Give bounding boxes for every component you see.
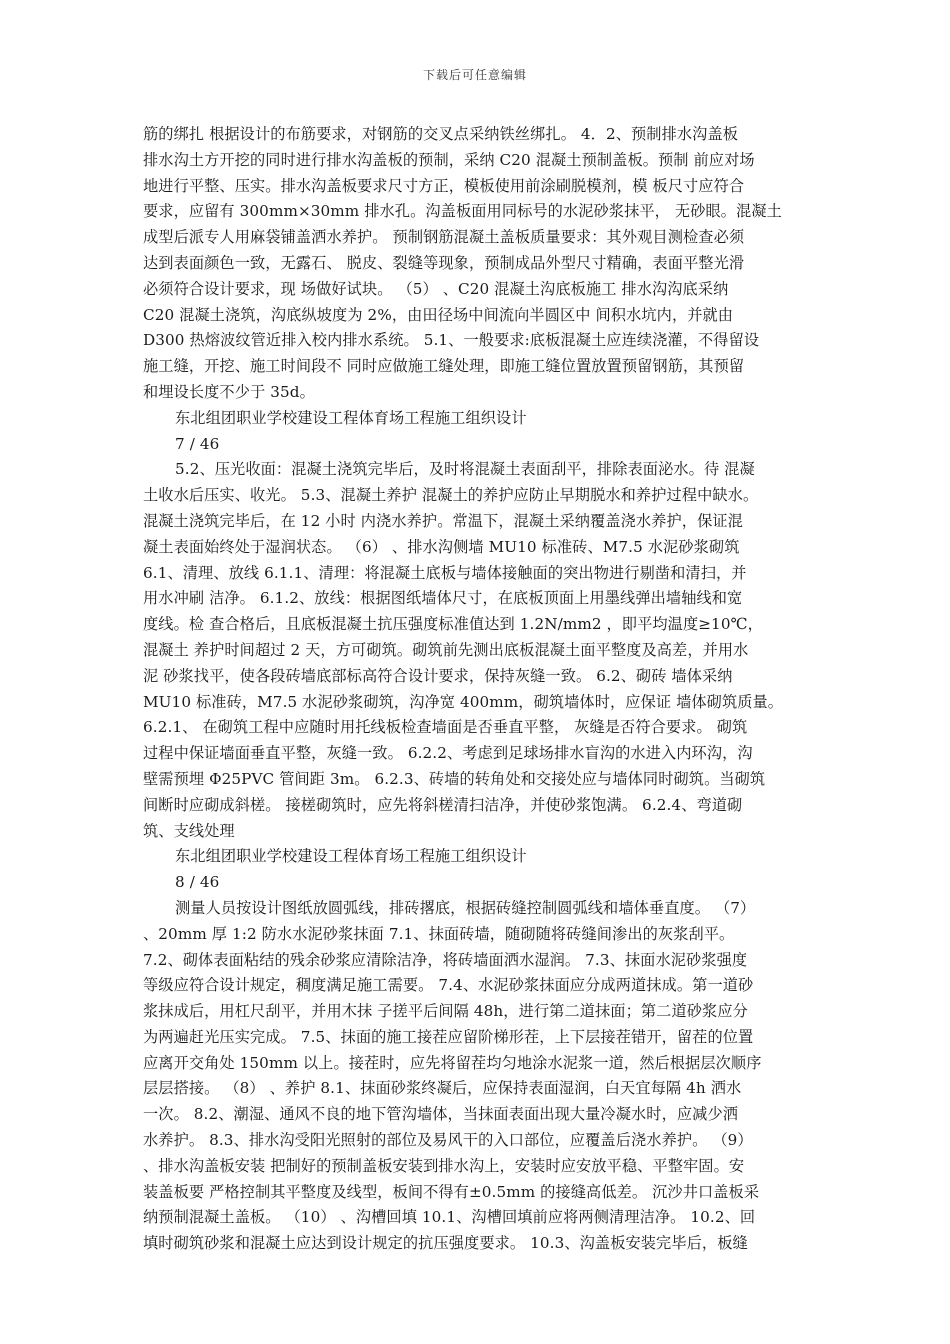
text-line: 为两遍赶光压实完成。 7.5、抹面的施工接茬应留阶梯形茬，上下层接茬错开，留茬的位置 [143,1027,754,1046]
text-line: 过程中保证墙面垂直平整，灰缝一致。 6.2.2、考虑到足球场排水盲沟的水进入内环沟，沟 [143,744,753,763]
text-line: 等级应符合设计规定，稠度满足施工需要。 7.4、水泥砂浆抹面应分成两道抹成。第一道砂 [143,976,754,995]
document-body [143,122,823,1257]
text-line: 土收水后压实、收光。 5.3、混凝土养护 混凝土的养护应防止早期脱水和养护过程中缺水。 [143,486,759,505]
text-line: C20 混凝土浇筑，沟底纵坡度为 2%，由田径场中间流向半圆区中 间积水坑内，并就由 [143,305,734,324]
text-line: 凝土表面始终处于湿润状态。 （6） 、排水沟侧墙 MU10 标准砖、M7.5 水泥砂浆砌筑 [143,537,740,556]
text-line: 排水沟土方开挖的同时进行排水沟盖板的预制，采纳 C20 混凝土预制盖板。预制 前应对场 [143,150,755,169]
text-line: 混凝土浇筑完毕后，在 12 小时 内浇水养护。常温下，混凝土采纳覆盖浇水养护，保证混 [143,511,743,530]
text-line: 6.1、清理、放线 6.1.1、清理：将混凝土底板与墙体接触面的突出物进行剔凿和清扫，并 [143,563,747,582]
text-line: 地进行平整、压实。排水沟盖板要求尺寸方正，模板使用前涂刷脱模剂，模 板尺寸应符合 [143,176,745,195]
text-line: 壁需预埋 Φ25PVC 管间距 3m。 6.2.3、砖墙的转角处和交接处应与墙体同时砌筑。当砌筑 [143,769,766,788]
text-line: 必须符合设计要求，现 场做好试块。 （5） 、C20 混凝土沟底板施工 排水沟沟底采纳 [143,279,729,298]
text-line: 要求，应留有 300mm×30mm 排水孔。沟盖板面用同标号的水泥砂浆抹平， 无砂眼。混凝土 [143,202,782,221]
text-line: 测量人员按设计图纸放圆弧线，排砖撂底，根据砖缝控制圆弧线和墙体垂直度。 （7） [175,898,756,917]
text-line: 筑、支线处理 [143,821,235,840]
text-line: 层层搭接。 （8） 、养护 8.1、抹面砂浆终凝后，应保持表面湿润，白天宜每隔 4h 洒水 [143,1079,742,1098]
text-line: 填时砌筑砂浆和混凝土应达到设计规定的抗压强度要求。 10.3、沟盖板安装完毕后，板缝 [143,1234,748,1253]
text-line: 纳预制混凝土盖板。 （10） 、沟槽回填 10.1、沟槽回填前应将两侧清理洁净。 10.2、回 [143,1208,756,1227]
text-line: 东北组团职业学校建设工程体育场工程施工组织设计 [175,408,527,427]
text-line: 一次。 8.2、潮湿、通风不良的地下管沟墙体，当抹面表面出现大量冷凝水时，应减少洒 [143,1105,739,1124]
text-line: 施工缝，开挖、施工时间段不 同时应做施工缝处理，即施工缝位置放置预留钢筋，其预留 [143,357,745,376]
text-line: 7 / 46 [175,434,220,453]
text-line: 东北组团职业学校建设工程体育场工程施工组织设计 [175,847,527,866]
text-line: 应离开交角处 150mm 以上。接茬时，应先将留茬均匀地涂水泥浆一道，然后根据层次顺序 [143,1053,762,1072]
page-header: 下载后可任意编辑 [422,68,527,82]
text-line: 度线。检 查合格后，且底板混凝土抗压强度标准值达到 1.2N/mm2 ，即平均温度≥10℃， [143,615,763,634]
text-line: 间断时应砌成斜槎。 接槎砌筑时，应先将斜槎清扫洁净，并使砂浆饱满。 6.2.4、弯道砌 [143,795,743,814]
text-line: 达到表面颜色一致，无露石、 脱皮、裂缝等现象，预制成品外型尺寸精确，表面平整光滑 [143,253,745,272]
text-line: 8 / 46 [175,873,220,892]
text-line: 水养护。 8.3、排水沟受阳光照射的部位及易风干的入口部位，应覆盖后浇水养护。 （9） [143,1131,753,1150]
text-line: 和埋设长度不少于 35d。 [143,382,315,401]
text-line: MU10 标准砖，M7.5 水泥砂浆砌筑，沟净宽 400mm，砌筑墙体时，应保证 墙体砌筑质量。 [143,692,784,711]
text-line: 泥 砂浆找平，使各段砖墙底部标高符合设计要求，保持灰缝一致。 6.2、砌砖 墙体采纳 [143,666,733,685]
text-line: 7.2、砌体表面粘结的残余砂浆应清除洁净，将砖墙面洒水湿润。 7.3、抹面水泥砂浆强度 [143,950,748,969]
text-line: 成型后派专人用麻袋铺盖洒水养护。 预制钢筋混凝土盖板质量要求：其外观目测检查必须 [143,228,745,247]
text-line: 6.2.1、 在砌筑工程中应随时用托线板检查墙面是否垂直平整， 灰缝是否符合要求。 砌筑 [143,718,748,737]
text-line: 浆抹成后，用杠尺刮平，并用木抹 子搓平后间隔 48h，进行第二道抹面；第二道砂浆应分 [143,1002,748,1021]
text-line: D300 热熔波纹管近排入校内排水系统。 5.1、一般要求:底板混凝土应连续浇灌，不得留设 [143,331,760,350]
text-line: 筋的绑扎 根据设计的布筋要求，对钢筋的交叉点采纳铁丝绑扎。 4．2、预制排水沟盖板 [143,125,739,143]
text-line: 5.2、压光收面：混凝土浇筑完毕后，及时将混凝土表面刮平，排除表面泌水。待 混凝 [175,460,755,479]
text-line: 用水冲刷 洁净。 6.1.2、放线：根据图纸墙体尺寸，在底板顶面上用墨线弹出墙轴线和宽 [143,589,743,608]
text-line: 、排水沟盖板安装 把制好的预制盖板安装到排水沟上，安装时应安放平稳、平整牢固。安 [143,1156,745,1175]
text-line: 、20mm 厚 1:2 防水水泥砂浆抹面 7.1、抹面砖墙，随砌随将砖缝间渗出的灰浆刮平。 [143,924,735,943]
text-line: 混凝土 养护时间超过 2 天，方可砌筑。砌筑前先测出底板混凝土面平整度及高差，并用水 [143,640,749,659]
text-line: 装盖板要 严格控制其平整度及线型，板间不得有±0.5mm 的接缝高低差。 沉沙井口盖板采 [143,1182,760,1201]
